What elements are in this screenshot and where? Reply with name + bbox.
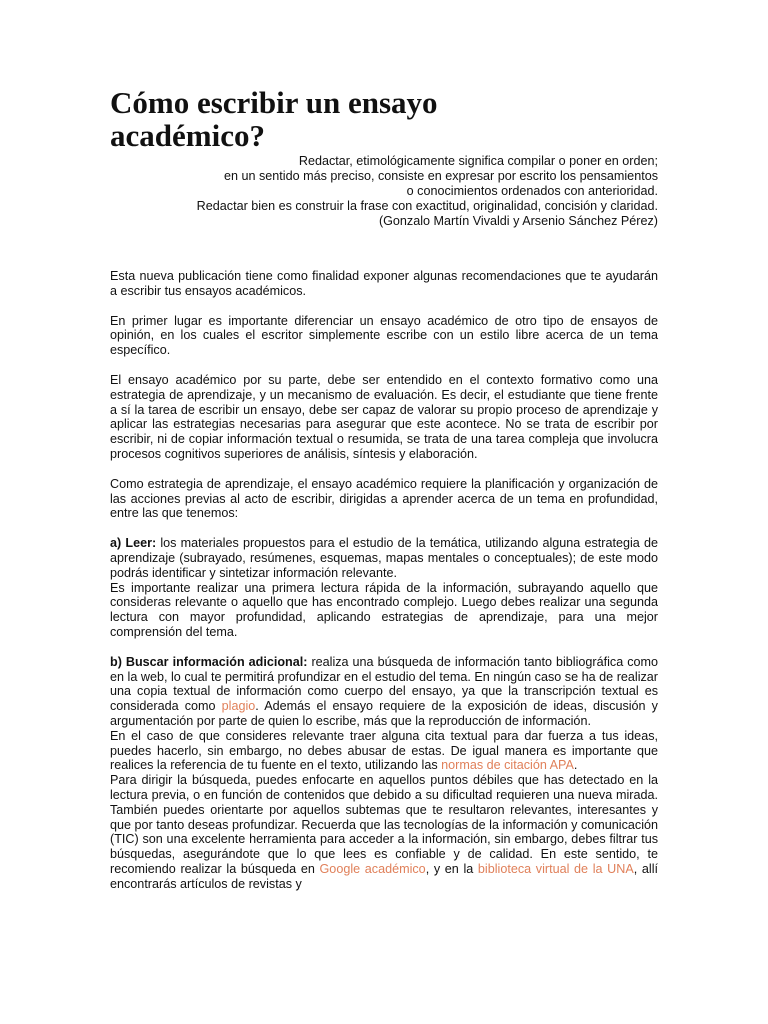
epigraph-line: en un sentido más preciso, consiste en expresar por escrito los pensamientos xyxy=(223,169,658,183)
paragraph-cita xyxy=(110,729,658,773)
document-body xyxy=(110,269,658,891)
epigraph-attribution: (Gonzalo Martín Vivaldi y Arsenio Sánchez Pérez) xyxy=(378,214,658,228)
title-line-1: Cómo escribir un ensayo xyxy=(110,85,438,120)
epigraph-line: o conocimientos ordenados con anterioridad. xyxy=(406,184,658,198)
paragraph-dirigir xyxy=(110,773,658,891)
paragraph-cita-text: En el caso de que consideres relevante traer alguna cita textual para dar fuerza a tus ideas, puedes hacerlo, sin embargo, no debes abusar de estas. De igual manera es importante que realices la referencia de tu fuente en el texto, utilizando las xyxy=(110,728,658,773)
link-normas-apa[interactable]: normas de citación APA xyxy=(441,758,574,773)
paragraph-dirigir-mid: , y en la xyxy=(425,861,478,876)
section-leer-heading: a) Leer: xyxy=(110,536,157,551)
document-content xyxy=(110,86,658,891)
section-buscar xyxy=(110,655,658,729)
link-biblioteca-una[interactable]: biblioteca virtual de la UNA xyxy=(477,861,634,876)
section-leer xyxy=(110,536,658,580)
paragraph-diferenciar: En primer lugar es importante diferenciar un ensayo académico de otro tipo de ensayos de opinión, en los cuales el escritor simplemente escribe con un estilo libre acerca de un tema específico. xyxy=(110,313,658,358)
section-leer-text: los materiales propuestos para el estudio de la temática, utilizando alguna estrategia de aprendizaje (subrayado, resúmenes, esquemas, mapas mentales o conceptuales); de este modo podrás identificar y sintetizar información relevante. xyxy=(110,536,658,580)
title-line-2: académico? xyxy=(110,118,265,153)
paragraph-cita-end: . xyxy=(573,758,578,773)
link-plagio[interactable]: plagio xyxy=(221,699,256,714)
section-buscar-text: realiza una búsqueda de información tanto bibliográfica como en la web, lo cual te permitirá profundizar en el estudio del tema. En ningún caso se ha de realizar una copia textual de información como cuerpo del ensayo, ya que la transcripción textual es considerada como xyxy=(110,654,659,714)
link-google-academico[interactable]: Google académico xyxy=(319,861,426,876)
paragraph-intro: Esta nueva publicación tiene como finalidad exponer algunas recomendaciones que te ayudarán a escribir tus ensayos académicos. xyxy=(110,269,658,298)
paragraph-estrategia: Como estrategia de aprendizaje, el ensayo académico requiere la planificación y organización de las acciones previas al acto de escribir, dirigidas a aprender acerca de un tema en profundidad, entre las que tenemos: xyxy=(110,476,658,521)
paragraph-contexto: El ensayo académico por su parte, debe ser entendido en el contexto formativo como una estrategia de aprendizaje, y un mecanismo de evaluación. Es decir, el estudiante que tiene frente a sí la tarea de escribir un ensayo, debe ser capaz de valorar su propio proceso de aprendizaje y aplicar las estrategias necesarias para asegurar que este acontece. No se trata de escribir por escribir, ni de copiar información textual o resumida, se trata de una tarea compleja que involucra procesos cognitivos superiores de análisis, síntesis y elaboración. xyxy=(110,372,658,461)
epigraph-line: Redactar, etimológicamente significa compilar o poner en orden; xyxy=(298,154,658,168)
epigraph-quote xyxy=(110,154,658,229)
paragraph-dirigir-end: , allí encontrarás artículos de revistas y xyxy=(110,861,659,891)
epigraph-line: Redactar bien es construir la frase con exactitud, originalidad, concisión y claridad. xyxy=(196,199,658,213)
document-title xyxy=(110,86,658,152)
paragraph-dirigir-text: Para dirigir la búsqueda, puedes enfocarte en aquellos puntos débiles que has detectado en la lectura previa, o en función de contenidos que debido a su dificultad requieren una nueva mirada. También puedes orientarte por aquellos subtemas que te resultaron relevantes, interesantes y que por tanto deseas profundizar. Recuerda que las tecnologías de la información y comunicación (TIC) son una excelente herramienta para acceder a la información, sin embargo, debes filtrar tus búsquedas, asegurándote que lo que lees es confiable y de calidad. En este sentido, te recomiendo realizar la búsqueda en xyxy=(110,773,658,876)
section-leer-followup: Es importante realizar una primera lectura rápida de la información, subrayando aquello que consideras relevante o aquello que has encontrado complejo. Luego debes realizar una segunda lectura con mayor profundidad, aplicando estrategias de aprendizaje, para una mejor comprensión del tema. xyxy=(110,580,658,639)
section-buscar-heading: b) Buscar información adicional: xyxy=(110,654,308,669)
section-buscar-text-end: . Además el ensayo requiere de la exposición de ideas, discusión y argumentación por parte de quien lo escribe, más que la reproducción de información. xyxy=(110,699,658,728)
